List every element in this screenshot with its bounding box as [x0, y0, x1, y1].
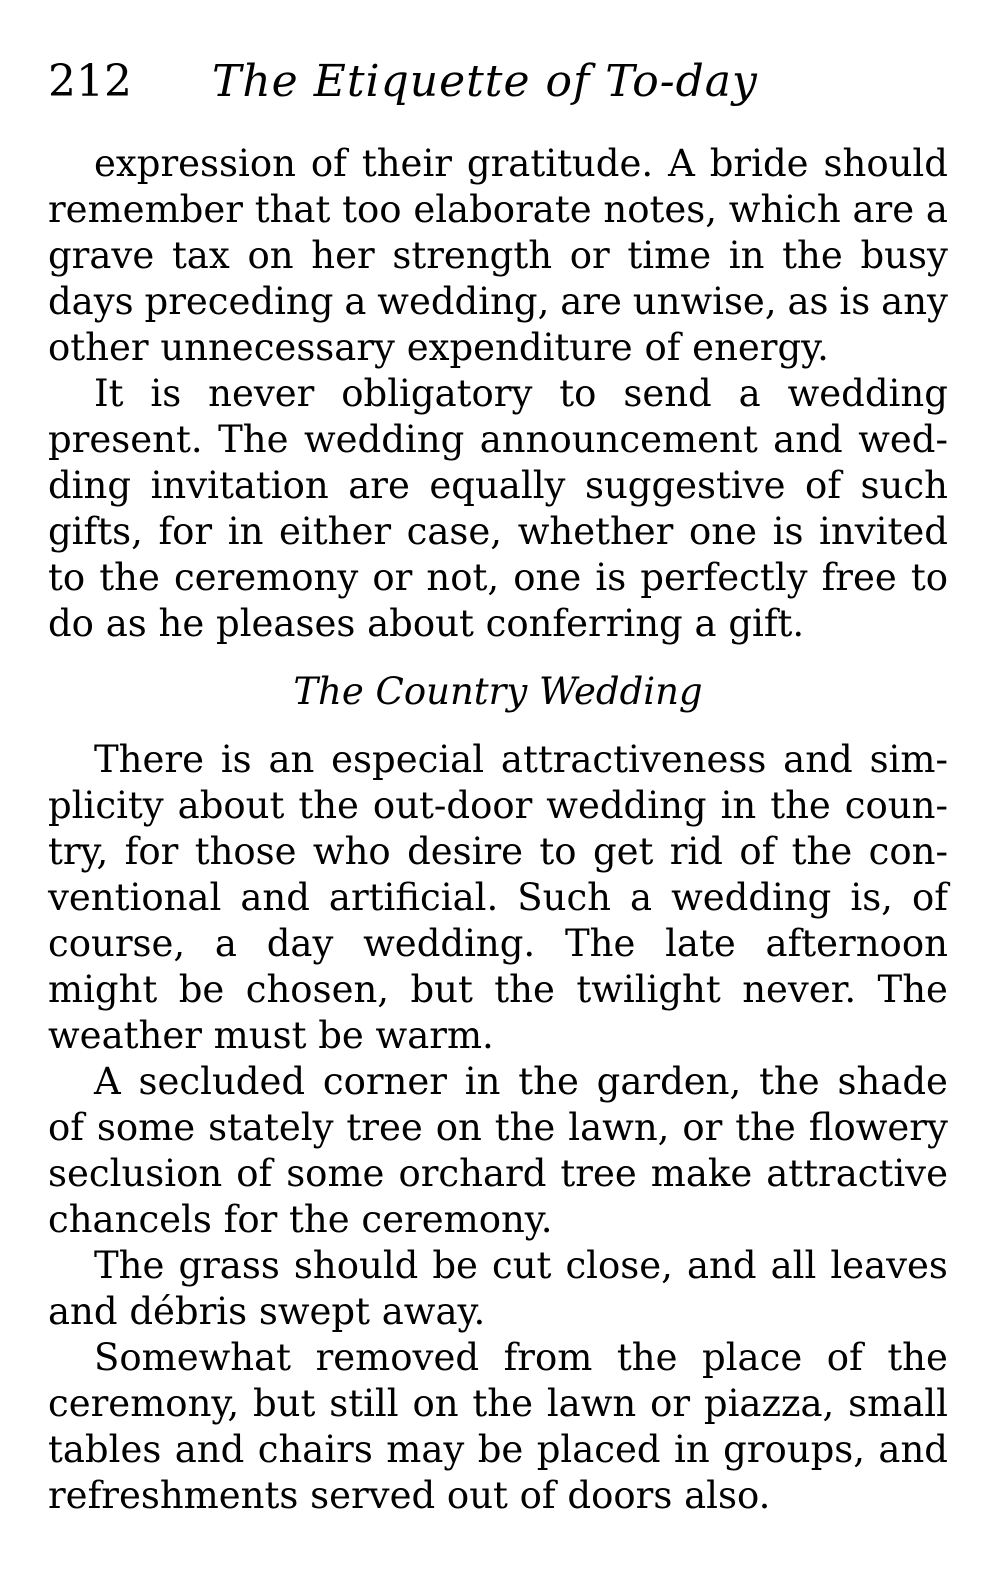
text-line: grave tax on her strength or time in the busy [48, 234, 948, 277]
text-line: of some stately tree on the lawn, or the flowery [48, 1106, 948, 1149]
text-line: plicity about the out-door wedding in the coun- [48, 784, 948, 827]
page-number: 212 [48, 56, 132, 107]
page-header [48, 52, 948, 112]
text-line: ceremony, but still on the lawn or piazza, small [48, 1382, 948, 1425]
text-line: weather must be warm. [48, 1014, 494, 1057]
text-line: There is an especial attractiveness and sim- [94, 738, 948, 781]
paragraph [48, 371, 948, 647]
text-line: ding invitation are equally suggestive of such [48, 464, 948, 507]
text-line: tables and chairs may be placed in groups, and [48, 1428, 948, 1471]
text-line: A secluded corner in the garden, the shade [94, 1060, 948, 1103]
body-text [48, 141, 948, 1519]
text-line: days preceding a wedding, are unwise, as is any [48, 280, 948, 323]
running-title: The Etiquette of To-day [212, 56, 758, 107]
text-line: The grass should be cut close, and all leaves [94, 1244, 948, 1287]
text-line: gifts, for in either case, whether one is invited [48, 510, 948, 553]
text-line: do as he pleases about conferring a gift. [48, 602, 805, 645]
text-line: It is never obligatory to send a wedding [94, 372, 948, 415]
text-line: and débris swept away. [48, 1290, 486, 1333]
text-line: remember that too elaborate notes, which are a [48, 188, 948, 231]
paragraph [48, 737, 948, 1059]
text-line: present. The wedding announcement and wed- [48, 418, 948, 461]
text-line: seclusion of some orchard tree make attractive [48, 1152, 948, 1195]
text-line: Somewhat removed from the place of the [94, 1336, 948, 1379]
paragraphs-top [48, 141, 948, 647]
section-heading: The Country Wedding [293, 670, 703, 713]
text-line: to the ceremony or not, one is perfectly free to [48, 556, 948, 599]
text-line: course, a day wedding. The late afternoon [48, 922, 948, 965]
text-line: ventional and artificial. Such a wedding is, of [48, 876, 948, 919]
paragraph [48, 1335, 948, 1519]
paragraph [48, 1059, 948, 1243]
text-line: might be chosen, but the twilight never. The [48, 968, 948, 1011]
paragraph [48, 1243, 948, 1335]
text-line: chancels for the ceremony. [48, 1198, 553, 1241]
text-line: refreshments served out of doors also. [48, 1474, 771, 1517]
text-line: try, for those who desire to get rid of the con- [48, 830, 948, 873]
text-line: expression of their gratitude. A bride should [94, 142, 948, 185]
paragraphs-bottom [48, 737, 948, 1519]
paragraph [48, 141, 948, 371]
text-line: other unnecessary expenditure of energy. [48, 326, 829, 369]
